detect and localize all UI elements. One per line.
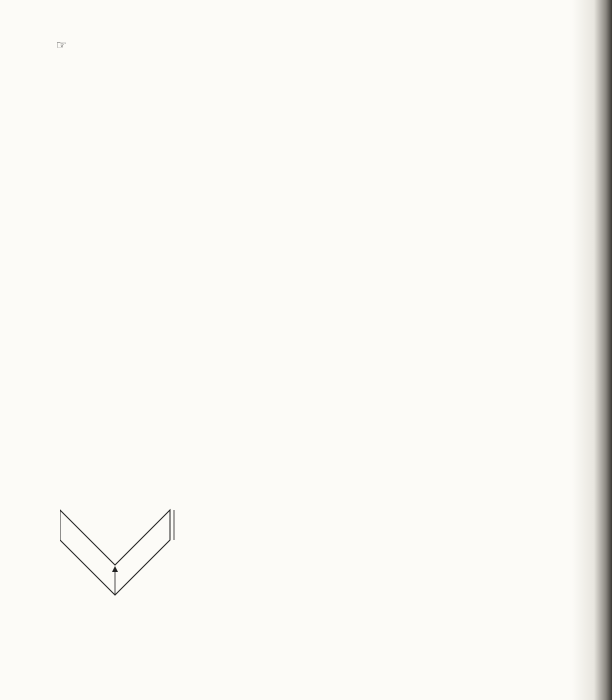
title-row bbox=[44, 38, 69, 52]
motif-diagram bbox=[60, 500, 210, 620]
pointing-hand-icon: ☞ bbox=[56, 38, 67, 52]
page-reference bbox=[56, 38, 69, 52]
scarf-illustration bbox=[220, 486, 520, 646]
motif-arrow-head bbox=[112, 566, 118, 572]
scarf-schematic-diagram bbox=[44, 336, 564, 486]
page-gutter-shadow bbox=[572, 0, 612, 700]
